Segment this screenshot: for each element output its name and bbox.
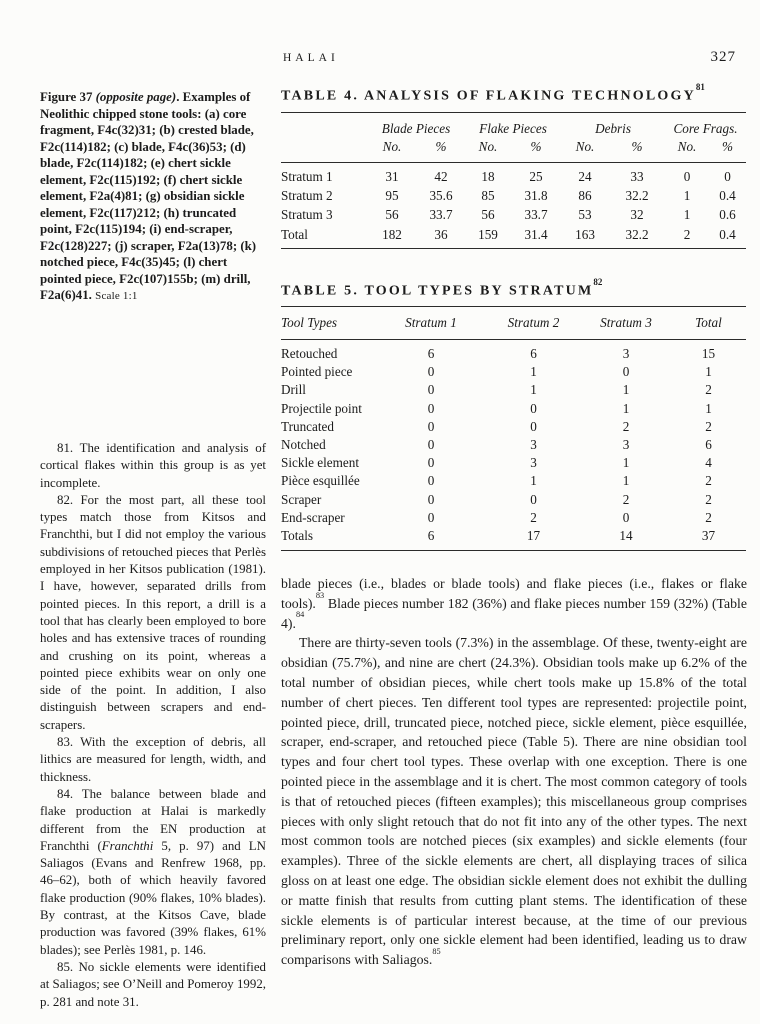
table5-cell: 0: [427, 382, 435, 398]
table5: [281, 306, 746, 551]
caption-segment: Scale 1:1: [95, 290, 138, 302]
table5-cell: 6: [705, 436, 712, 452]
table5-title-note: 82: [593, 277, 603, 287]
table4-body: [281, 163, 746, 249]
table5-cell: 3: [530, 455, 537, 471]
table5-cell: 2: [705, 491, 712, 507]
table5-header: Total: [695, 315, 722, 330]
table5-body: [281, 340, 746, 551]
table4-cell: 1: [683, 207, 691, 223]
table5-cell: 14: [619, 527, 633, 543]
table5-cell: 2: [530, 509, 537, 525]
table5-cell: 17: [526, 527, 541, 543]
table4-subheader: %: [435, 139, 447, 154]
table5-row-label: Retouched: [281, 346, 338, 361]
figure-caption: [40, 89, 266, 305]
table4-subheader: %: [530, 139, 542, 154]
table4-subheader: No.: [478, 139, 498, 154]
table5-cell: 6: [427, 346, 435, 361]
table5-row-label: Truncated: [281, 418, 334, 434]
table5-cell: 0: [427, 509, 435, 525]
table5-cell: 6: [530, 346, 537, 361]
table5-row: [281, 436, 746, 454]
table4-cell: 0: [724, 169, 731, 184]
table5-cell: 0: [530, 491, 537, 507]
table5-cell: 0: [530, 400, 537, 416]
table4-cell: 32: [630, 207, 644, 223]
table5-cell: 1: [622, 400, 630, 416]
page-number: 327: [710, 49, 736, 65]
table5-cell: 2: [705, 418, 712, 434]
table5-row-label: Pièce esquillée: [281, 473, 360, 489]
table4-row-label: Total: [281, 226, 308, 242]
table5-cell: 3: [622, 346, 630, 361]
table4-cell: 18: [481, 169, 495, 184]
table5-cell: 0: [427, 473, 435, 489]
table5-header-row: [281, 307, 746, 340]
table5-row-label: Totals: [281, 527, 314, 543]
table4-cell: 31: [385, 169, 399, 184]
table4-row: [281, 187, 746, 206]
table5-row: [281, 418, 746, 436]
table4-cell: 24: [578, 169, 592, 184]
table5-cell: 0: [427, 436, 435, 452]
table4-cell: 159: [478, 226, 498, 242]
table5-cell: 1: [530, 364, 537, 380]
table5-row: [281, 399, 746, 417]
table4-group-header: Debris: [595, 121, 631, 136]
table5-cell: 37: [701, 527, 716, 543]
table4-group-header: Core Frags.: [673, 121, 738, 136]
table4-subheader-row: [281, 137, 746, 163]
table4-cell: 0: [683, 169, 691, 184]
table4-cell: 86: [578, 188, 592, 204]
footnote-81: 81. The identification and analysis of cortical flakes within this group is as yet incomplete.: [40, 441, 266, 490]
table4-cell: 33.7: [429, 207, 453, 223]
table5-row: [281, 509, 746, 527]
table5-cell: 2: [622, 491, 630, 507]
table4-cell: 32.2: [625, 226, 649, 242]
table4-subheader: %: [722, 139, 734, 154]
caption-segment: (opposite page): [95, 90, 177, 104]
table5-cell: 0: [622, 364, 630, 380]
table5-cell: 1: [530, 473, 537, 489]
table5-row-label: Scraper: [281, 491, 322, 507]
table5-cell: 6: [427, 527, 435, 543]
table4-title: [281, 82, 705, 105]
body-text: [281, 574, 747, 970]
footnote-85: 85. No sickle elements were identified at Saliagos; see O’Neill and Pomeroy 1992, p. 281 and note 31.: [40, 959, 266, 1009]
table4-cell: 182: [382, 226, 402, 242]
table5-cell: 0: [427, 364, 435, 380]
footnote-ref: 83: [315, 590, 325, 600]
table4-row: [281, 225, 746, 248]
table4-cell: 56: [385, 207, 399, 223]
table5-row: [281, 490, 746, 508]
footnote-83: 83. With the exception of debris, all lithics are measured for length, width, and thickness.: [40, 735, 266, 784]
table4-cell: 95: [385, 188, 399, 204]
table4-subheader: No.: [382, 139, 402, 154]
table5-row-label: End-scraper: [281, 509, 345, 525]
table5-row-label: Projectile point: [281, 400, 362, 416]
table5-row-label: Pointed piece: [281, 364, 353, 380]
table4-cell: 31.4: [524, 226, 548, 242]
table4-cell: 42: [434, 169, 448, 184]
table4-subheader: No.: [677, 139, 697, 154]
table5-cell: 1: [530, 382, 537, 398]
table4-cell: 35.6: [429, 188, 453, 204]
table4-cell: 56: [481, 207, 495, 223]
table5-row: [281, 340, 746, 364]
table5-cell: 4: [705, 455, 712, 471]
running-head: HALAI: [283, 52, 339, 64]
body-paragraph-2: There are thirty-seven tools (7.3%) in the assemblage. Of these, twenty-eight are obsidian (75.7%), and nine are chert (24.3%). Obsidian tools make up 6.2% of the total number of obsidian pieces, while chert tools make up 15.8% of the total number of chert pieces. Ten different tool types are represented: projectile point, pointed piece, drill, truncated piece, notched piece, sickle element, pièce esquillée, scraper, end-scraper, and retouched piece (Table 5). There are nine obsidian tool types and four chert tool types. These overlap with one exception. There is one pointed piece in the assemblage and it is chert. The most common category of tools is that of retouched pieces (fifteen examples); this miscellaneous group comprises pieces with only slight retouch that do not fit into any of the other types. The next most common tools are notched pieces (six examples) and sickle elements (four examples). Three of the sickle elements are chert, all displaying traces of silica gloss on at least one edge. The obsidian sickle element does not exhibit the dulling or matte finish that results from cutting plant stems. The identification of these sickle elements is of particular interest because, at the time of our previous preliminary report, only one sickle element had been identified, leading us to draw comparisons with Saliagos.$^{85}$: [281, 635, 747, 968]
table5-title: [281, 277, 603, 300]
table5-row: [281, 363, 746, 381]
table4-cell: 33.7: [524, 207, 548, 223]
table4-row-label: Stratum 1: [281, 169, 333, 184]
table4-title-note: 81: [695, 82, 705, 92]
table5-title-text: TABLE 5. TOOL TYPES BY STRATUM: [281, 283, 594, 299]
table4-head: [281, 113, 746, 163]
table4-cell: 1: [683, 188, 691, 204]
table5-cell: 0: [622, 509, 630, 525]
table4-title-text: TABLE 4. ANALYSIS OF FLAKING TECHNOLOGY: [281, 88, 696, 104]
table4-cell: 0.4: [719, 226, 736, 242]
table5-header: Stratum 2: [507, 315, 560, 330]
table4-subheader: %: [631, 139, 643, 154]
table4-cell: 33: [630, 169, 644, 184]
table5-cell: 0: [427, 455, 435, 471]
table4-cell: 31.8: [524, 188, 548, 204]
table5-cell: 15: [701, 346, 716, 361]
table5-cell: 0: [530, 418, 537, 434]
table5-table: [281, 306, 746, 551]
table4-corner-cell: [281, 137, 367, 163]
table5-cell: 1: [622, 382, 630, 398]
table4-cell: 0.6: [719, 207, 736, 223]
table5-cell: 0: [427, 418, 435, 434]
table4-cell: 32.2: [625, 188, 649, 204]
table5-cell: 2: [705, 473, 712, 489]
table5-row: [281, 454, 746, 472]
table5-row-label: Drill: [281, 382, 306, 398]
table4-cell: 53: [578, 207, 592, 223]
table4-cell: 0.4: [719, 188, 736, 204]
caption-segment: Figure 37: [40, 90, 96, 104]
table4-cell: 36: [434, 226, 448, 242]
body-paragraph-1: blade pieces (i.e., blades or blade tools) and flake pieces (i.e., flakes or flake tools).$^{83}$ Blade pieces number 182 (36%) and flake pieces number 159 (32%) (Table 4).$^{84}$: [281, 576, 747, 631]
table4-row: [281, 206, 746, 225]
table5-cell: 0: [427, 400, 435, 416]
table4: [281, 112, 746, 249]
table4-subheader: No.: [575, 139, 595, 154]
italic-text: Franchthi: [101, 838, 154, 853]
table4-cell: 2: [683, 226, 691, 242]
table4-group-header: Flake Pieces: [479, 121, 547, 136]
table4-cell: 85: [481, 188, 495, 204]
table5-row-label: Sickle element: [281, 455, 359, 471]
table4-row-label: Stratum 3: [281, 207, 333, 223]
table5-row-label: Notched: [281, 436, 326, 452]
table5-cell: 2: [705, 509, 712, 525]
table5-header: Tool Types: [281, 315, 338, 330]
table5-cell: 3: [622, 436, 630, 452]
footnote-ref: 84: [295, 610, 305, 620]
table5-head: [281, 307, 746, 340]
table4-corner-cell: [281, 113, 367, 138]
table4-group-header: Blade Pieces: [381, 121, 451, 136]
table5-cell: 0: [427, 491, 435, 507]
footnote-ref: 85: [432, 947, 441, 956]
table4-row-label: Stratum 2: [281, 188, 333, 204]
table5-header: Stratum 3: [600, 315, 652, 330]
table5-header: Stratum 1: [405, 315, 457, 330]
table4-cell: 163: [575, 226, 595, 242]
table4-cell: 25: [529, 169, 543, 184]
table5-cell: 1: [622, 455, 630, 471]
table5-cell: 1: [705, 364, 712, 380]
table4-group-row: [281, 113, 746, 138]
table5-cell: 1: [622, 473, 630, 489]
table4-table: [281, 112, 746, 249]
caption-segment: . Examples of Neolithic chipped stone tools: (a) core fragment, F4c(32)31; (b) crested blade, F2c(114)182; (c) blade, F4c(36)53; (d) blade, F2c(114)182; (e) chert sickle element, F2c(115)192; (f) chert sickle element, F2a(4)81; (g) obsidian sickle element, F2c(117)212; (h) truncated point, F2c(115)194; (i) end-scraper, F2c(128)227; (j) scraper, F2a(13)78; (k) notched piece, F4c(35)45; (l) chert pointed piece, F2c(107)155b; (m) drill, F2a(6)41.: [40, 90, 257, 302]
table4-row: [281, 163, 746, 187]
table5-row: [281, 472, 746, 490]
footnotes: [40, 440, 266, 1011]
footnote-84: 84. The balance between blade and flake production at Halai is markedly different from the EN production at Franchthi (Franchthi 5, p. 97) and LN Saliagos (Evans and Renfrew 1968, pp. 46–62), both of which heavily favored flake production (90% flakes, 10% blades). By contrast, at the Kitsos Cave, blade production was favored (39% flakes, 61% blades); see Perlès 1981, p. 146.: [40, 786, 266, 957]
table5-cell: 3: [530, 436, 537, 452]
table5-row: [281, 527, 746, 551]
table5-cell: 2: [622, 418, 630, 434]
footnote-82: 82. For the most part, all these tool types match those from Kitsos and Franchthi, but I did not employ the various subdivisions of retouched pieces that Perlès employed in her Kitsos publication (1981). I have, however, separated drills from pointed pieces. In this report, a drill is a tool that has clearly been employed to bore holes and has extensive traces of rounding and crushing on its point, whereas a pointed piece exhibits wear on only one side of the point. In addition, I also distinguish between scrapers and end-scrapers.: [40, 492, 266, 732]
table5-cell: 1: [705, 400, 712, 416]
table5-cell: 2: [705, 382, 712, 398]
table5-row: [281, 381, 746, 399]
